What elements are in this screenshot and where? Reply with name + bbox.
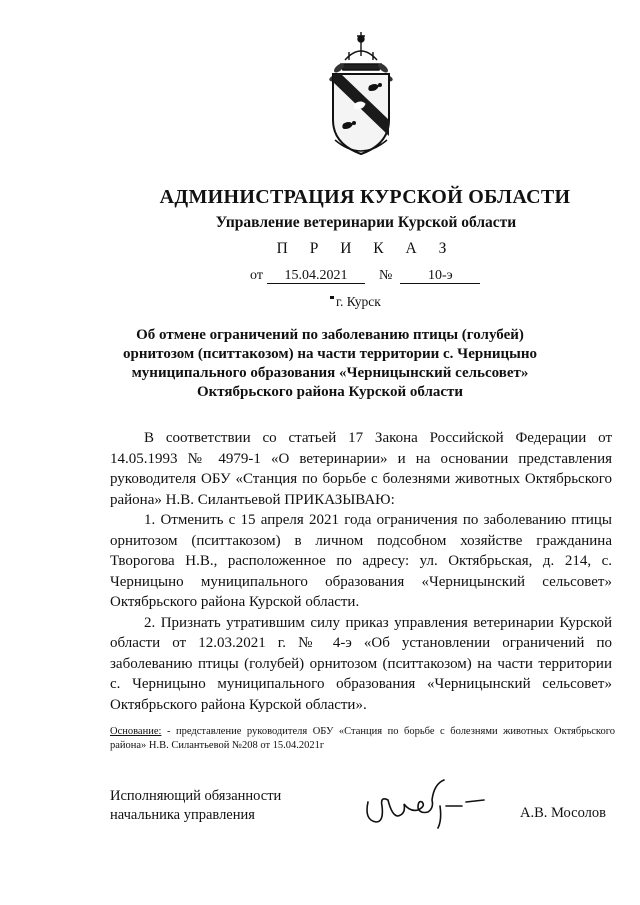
handwritten-signature [362,776,492,836]
document-subject: Об отмене ограничений по заболеванию птицы (голубей) орнитозом (пситтакозом) на части территории с. Черницыно муниципального образования «Черницынский сельсовет» Октябрьского района Курской области [123,327,537,400]
signatory-position [110,787,281,825]
position-line-2: начальника управления [110,807,255,823]
date-prefix: от [250,268,263,283]
basis-label: Основание: [110,726,162,737]
body-item-2: 2. Признать утратившим силу приказ управления ветеринарии Курской области от 12.03.2021 г. № 4-э «Об установлении ограничений по заболеванию птицы (голубей) орнитозом (пситтакозом) на части территории с. Черницыно муниципального образования «Черницынский сельсовет» Октябрьского района Курской области». [110,614,612,713]
basis-note [110,725,615,753]
number-prefix: № [378,268,393,283]
document-body [110,428,612,715]
organization-title: АДМИНИСТРАЦИЯ КУРСКОЙ ОБЛАСТИ [159,186,571,208]
date-number-line [250,268,480,284]
signatory-name: А.В. Мосолов [520,805,606,821]
document-number: 10-э [400,268,480,284]
department-name: Управление ветеринарии Курской области [215,214,517,231]
position-line-1: Исполняющий обязанности [110,788,282,804]
body-intro: В соответствии со статьей 17 Закона Российской Федерации от 14.05.1993 № 4979-1 «О ветеринарии» и на основании представления руководителя ОБУ «Станция по борьбе с болезнями животных Октябрьского района» Н.В. Силантьевой ПРИКАЗЫВАЮ: [110,430,612,508]
document-date: 15.04.2021 [267,268,365,284]
scan-mark [330,296,334,299]
city: г. Курск [336,294,381,309]
coat-of-arms-emblem [315,12,407,162]
body-item-1: 1. Отменить с 15 апреля 2021 года ограничения по заболеванию птицы орнитозом (пситтакозом) в личном подсобном хозяйстве гражданина Творогова Н.В., расположенное по адресу: ул. Октябрьская, д. 214, с. Черницыно муниципального образования «Черницынский сельсовет» Октябрьского района Курской области. [110,512,612,610]
basis-text: - представление руководителя ОБУ «Станция по борьбе с болезнями животных Октябрьского района» Н.В. Силантьевой №208 от 15.04.2021г [110,726,615,751]
document-type: П Р И К А З [276,240,456,257]
